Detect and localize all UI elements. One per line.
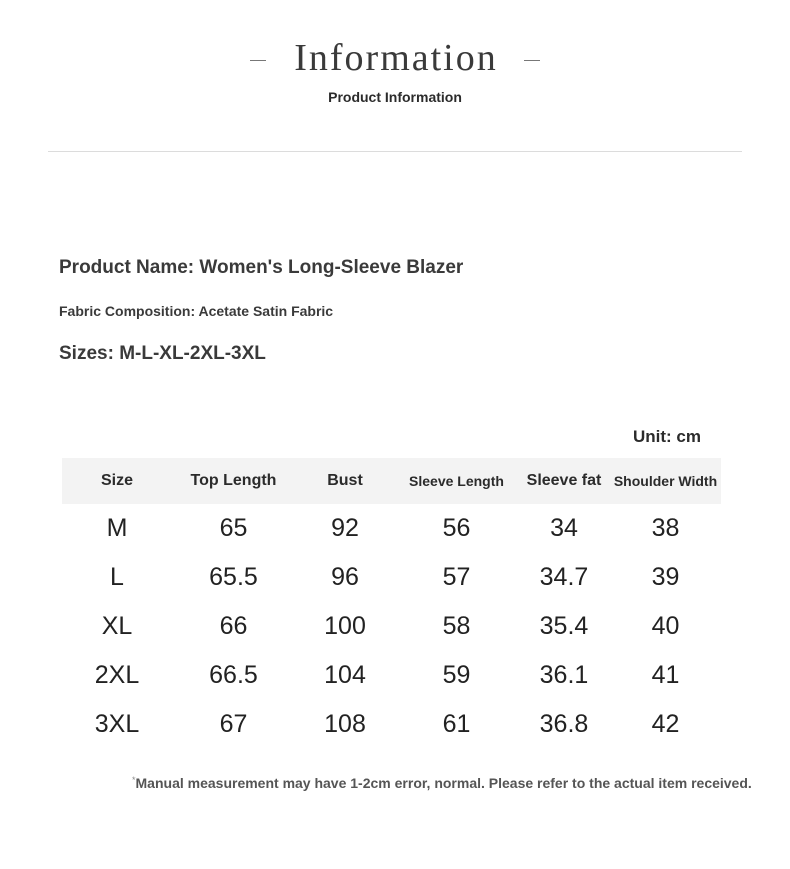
table-cell: 40 (651, 612, 680, 640)
table-row (62, 504, 721, 553)
page-header (0, 30, 790, 86)
table-cell: 66 (219, 612, 248, 640)
available-sizes: Sizes: M-L-XL-2XL-3XL (59, 343, 266, 364)
table-cell: 38 (651, 514, 680, 542)
title-left-dash (250, 60, 266, 61)
table-cell: 66.5 (209, 661, 258, 689)
table-cell: 59 (442, 661, 471, 689)
title-right-dash (524, 60, 540, 61)
table-cell: 61 (442, 710, 471, 738)
table-cell: 65.5 (209, 563, 258, 591)
table-row (62, 553, 721, 602)
table-cell: 96 (331, 563, 359, 591)
table-cell: 2XL (94, 661, 140, 689)
column-header-sleeve-length: Sleeve Length (409, 473, 504, 489)
header-divider (48, 151, 742, 152)
table-cell: 56 (442, 514, 471, 542)
table-cell: 3XL (94, 710, 140, 738)
table-cell: 58 (442, 612, 471, 640)
table-cell: XL (101, 612, 133, 640)
table-cell: 36.1 (539, 661, 589, 689)
table-row (62, 651, 721, 700)
table-body (62, 504, 721, 749)
column-header-size: Size (100, 472, 133, 489)
table-cell: L (110, 563, 124, 591)
column-header-top-length: Top Length (190, 472, 277, 489)
table-cell: 36.8 (539, 710, 589, 738)
table-cell: 39 (651, 563, 680, 591)
table-cell: 35.4 (539, 612, 589, 640)
table-cell: 34 (550, 514, 578, 542)
note-marker: * (132, 775, 136, 785)
table-cell: 104 (324, 661, 366, 689)
table-cell: 67 (219, 710, 248, 738)
column-header-bust: Bust (327, 472, 363, 489)
table-header-row (62, 458, 721, 504)
table-cell: M (106, 514, 128, 542)
column-header-sleeve-fat: Sleeve fat (526, 472, 602, 489)
table-cell: 92 (331, 514, 359, 542)
table-cell: 41 (651, 661, 680, 689)
table-cell: 34.7 (539, 563, 589, 591)
table-cell: 65 (219, 514, 248, 542)
table-cell: 42 (651, 710, 680, 738)
unit-label: Unit: cm (633, 427, 701, 446)
column-header-shoulder-width: Shoulder Width (613, 473, 718, 489)
table-cell: 108 (324, 710, 366, 738)
measurement-note (132, 775, 752, 791)
table-row (62, 602, 721, 651)
fabric-composition: Fabric Composition: Acetate Satin Fabric (59, 303, 334, 319)
note-text: Manual measurement may have 1-2cm error, normal. Please refer to the actual item received. (135, 775, 752, 791)
table-cell: 100 (324, 612, 366, 640)
product-name: Product Name: Women's Long-Sleeve Blazer (59, 257, 464, 278)
page-subtitle: Product Information (328, 89, 462, 105)
table-cell: 57 (442, 563, 471, 591)
size-table (62, 458, 721, 749)
table-row (62, 700, 721, 749)
page-title: Information (294, 37, 498, 79)
